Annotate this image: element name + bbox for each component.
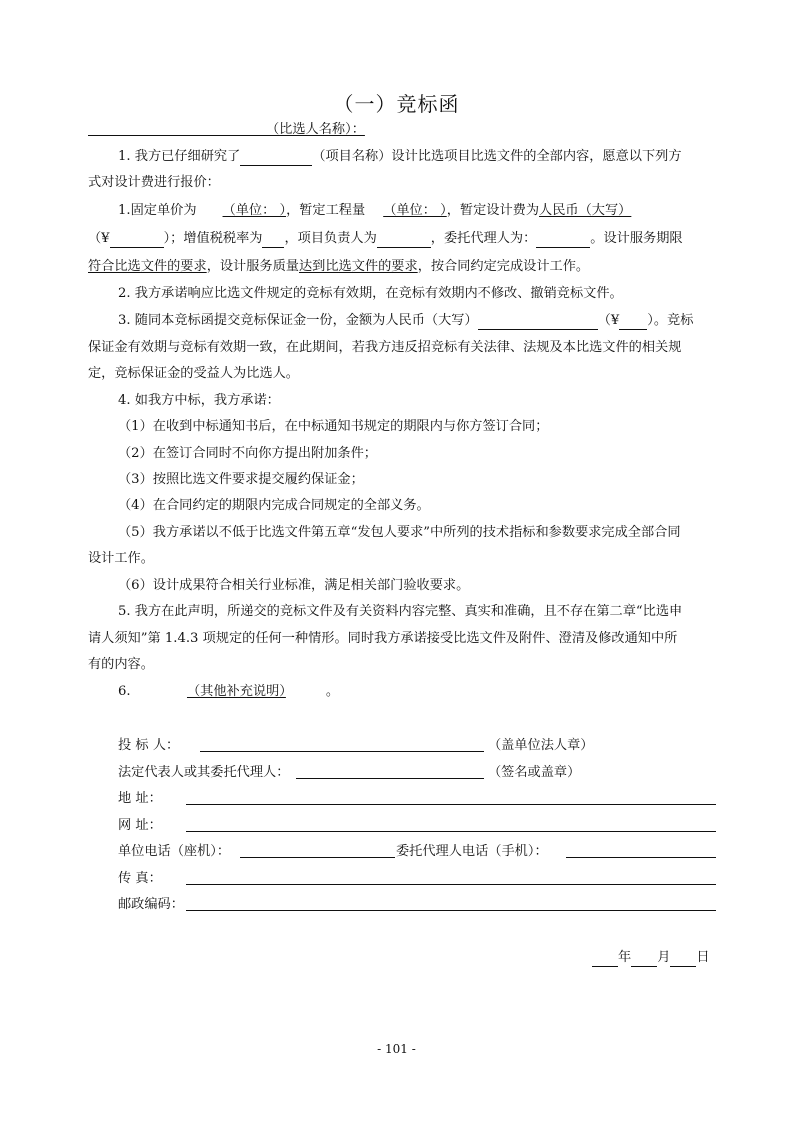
unit-price-blank[interactable]: （单位： ） (222, 203, 287, 218)
fixed-price-line-2: （¥ ）；增值税税率为 ，项目负责人为 ，委托代理人为： 。设计服务期限 (88, 231, 683, 246)
design-fee-rmb[interactable]: 人民币（大写） (539, 203, 632, 218)
paragraph-3-line-3: 定，竞标保证金的受益人为比选人。 (88, 366, 299, 381)
day-blank[interactable] (670, 951, 696, 967)
postcode-label: 邮政编码： (118, 897, 184, 912)
project-name-blank[interactable] (240, 150, 312, 166)
page-number: - 101 - (377, 1042, 416, 1056)
representative-label: 法定代表人或其委托代理人： (118, 765, 290, 780)
paragraph-5-line-1: 5. 我方在此声明，所递交的竞标文件及有关资料内容完整、真实和准确，且不存在第二章“比选申 (118, 604, 683, 619)
bid-bond-figure-blank[interactable] (619, 314, 647, 330)
paragraph-4: 4. 如我方中标，我方承诺： (118, 393, 280, 408)
address-label: 地 址： (118, 791, 162, 806)
commitment-6: （6）设计成果符合相关行业标准，满足相关部门验收要求。 (118, 578, 470, 593)
commitment-2: （2）在签订合同时不向你方提出附加条件； (118, 446, 377, 461)
date-line: 年 月 日 (592, 949, 710, 967)
commitment-5-line-2: 设计工作。 (88, 551, 154, 566)
month-blank[interactable] (631, 951, 657, 967)
bid-bond-amount-blank[interactable] (478, 314, 598, 330)
representative-note: （签名或盖章） (488, 765, 581, 780)
agent-mobile-label: 委托代理人电话（手机）： (396, 844, 548, 859)
commitment-1: （1）在收到中标通知书后，在中标通知书规定的期限内与你方签订合同； (118, 419, 549, 434)
fixed-price-line-1: 1.固定单价为 （单位： ），暂定工程量 （单位： ），暂定设计费为人民币（大写） (118, 203, 632, 218)
supplementary-note-blank[interactable]: （其他补充说明） (186, 684, 286, 699)
addressee-text (266, 121, 365, 139)
office-phone-label: 单位电话（座机）： (118, 844, 231, 859)
page-title: （一）竞标函 (333, 92, 460, 116)
website-field[interactable] (186, 831, 716, 832)
agent-blank[interactable] (536, 232, 590, 248)
fax-label: 传 真： (118, 871, 162, 886)
addressee-label: （比选人名称）： (266, 122, 365, 137)
commitment-5-line-1: （5）我方承诺以不低于比选文件第五章“发包人要求”中所列的技术指标和参数要求完成全部合同 (118, 525, 681, 540)
bidder-label: 投 标 人： (118, 738, 180, 753)
commitment-4: （4）在合同约定的期限内完成合同规定的全部义务。 (118, 498, 430, 513)
design-fee-amount-blank[interactable] (110, 232, 164, 248)
paragraph-5-line-2: 请人须知”第 1.4.3 项规定的任何一种情形。同时我方承诺接受比选文件及附件、澄清及修改通知中所 (88, 631, 678, 646)
paragraph-6: 6. （其他补充说明） 。 (118, 684, 340, 699)
commitment-3: （3）按照比选文件要求提交履约保证金； (118, 472, 364, 487)
paragraph-1-line-2: 式对设计费进行报价： (88, 175, 220, 190)
bidder-field[interactable] (200, 751, 484, 752)
website-label: 网 址： (118, 818, 162, 833)
fax-field[interactable] (186, 884, 716, 885)
paragraph-1-line-1: 1. 我方已仔细研究了 （项目名称）设计比选项目比选文件的全部内容，愿意以下列方 (118, 149, 682, 164)
bidder-note: （盖单位法人章） (488, 738, 594, 753)
paragraph-3-line-2: 保证金有效期与竞标有效期一致，在此期间，若我方违反招竞标有关法律、法规及本比选文件的相关规 (88, 340, 682, 355)
agent-mobile-field[interactable] (566, 857, 716, 858)
quantity-blank[interactable]: （单位： ） (383, 203, 447, 218)
addressee-blank[interactable] (88, 135, 266, 136)
year-blank[interactable] (592, 951, 618, 967)
office-phone-field[interactable] (240, 857, 395, 858)
project-leader-blank[interactable] (377, 232, 431, 248)
paragraph-5-line-3: 有的内容。 (88, 657, 154, 672)
postcode-field[interactable] (186, 910, 716, 911)
paragraph-2: 2. 我方承诺响应比选文件规定的竞标有效期，在竞标有效期内不修改、撤销竞标文件。 (118, 286, 623, 301)
address-field[interactable] (186, 804, 716, 805)
fixed-price-line-3: 符合比选文件的要求，设计服务质量达到比选文件的要求，按合同约定完成设计工作。 (88, 259, 590, 274)
tax-rate-blank[interactable] (262, 232, 284, 248)
paragraph-3-line-1: 3. 随同本竞标函提交竞标保证金一份，金额为人民币（大写） （¥ ）。竞标 (118, 313, 694, 328)
representative-field[interactable] (296, 778, 484, 779)
